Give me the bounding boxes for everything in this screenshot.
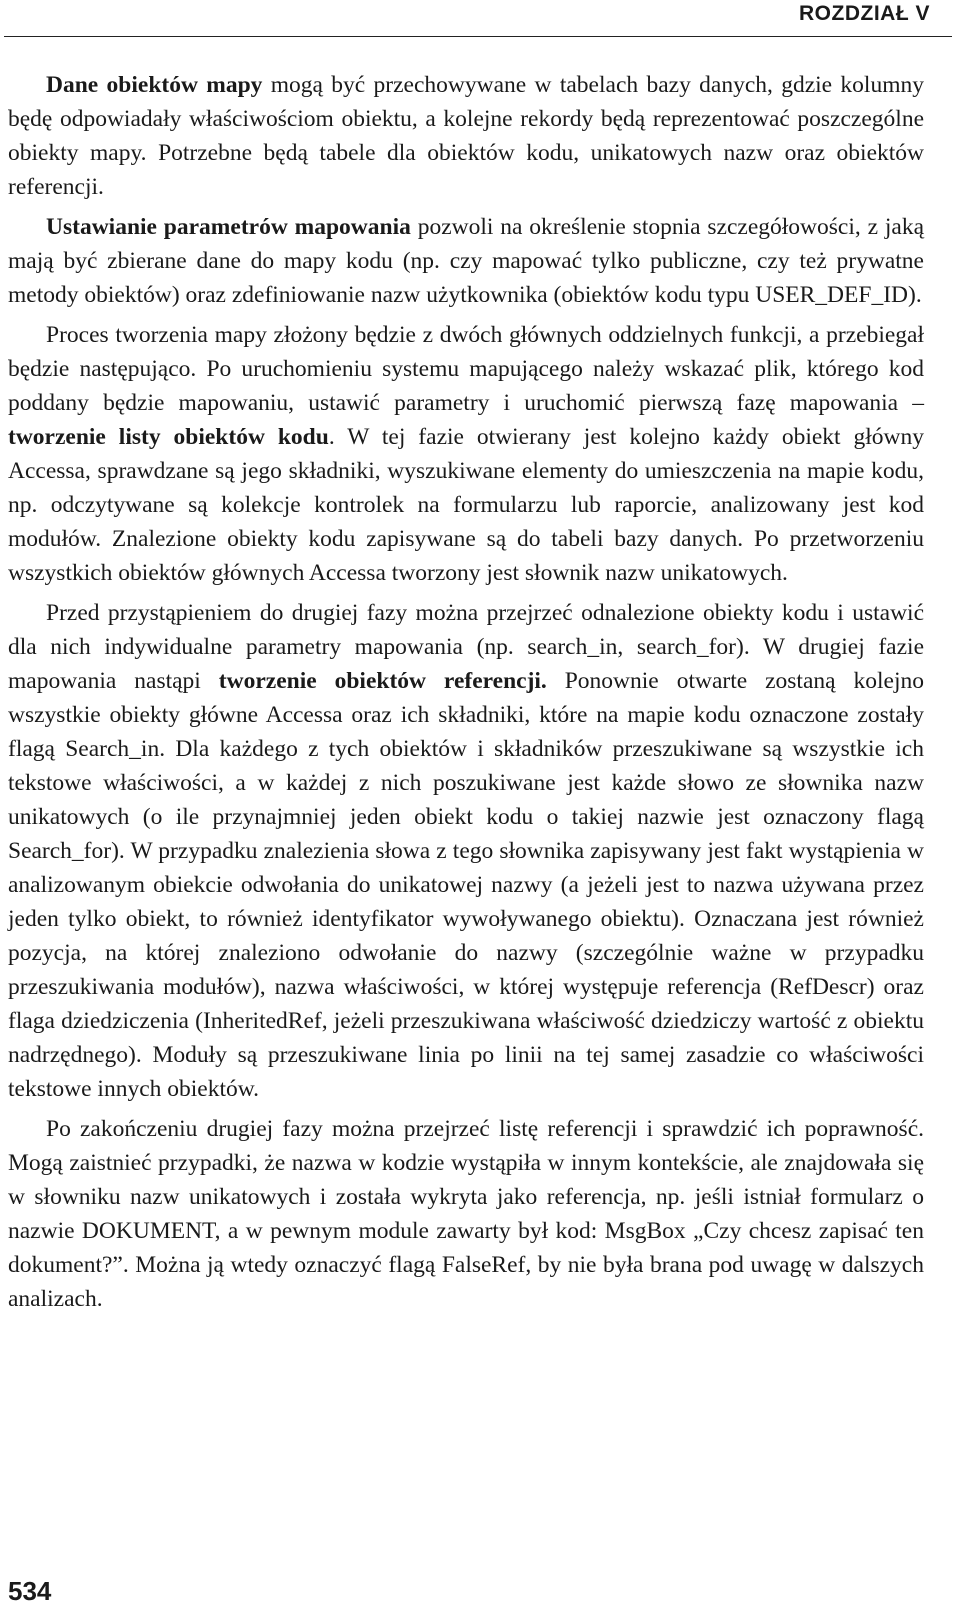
bold-term: tworzenie listy obiektów kodu <box>8 424 329 450</box>
body-text <box>8 68 924 1322</box>
page-number: 534 <box>8 1576 52 1606</box>
chapter-title: ROZDZIAŁ V <box>799 2 930 25</box>
paragraph <box>8 318 924 590</box>
bold-term: Ustawianie parametrów mapowania <box>46 214 411 240</box>
paragraph <box>8 68 924 204</box>
paragraph <box>8 210 924 312</box>
header-rule <box>4 36 952 37</box>
paragraph-text: mogą być przechowywane w tabelach bazy danych, gdzie kolumny będę odpowiadały właściwościom obiektu, a kolejne rekordy będą reprezentować poszczególne obiekty mapy. Potrzebne będą tabele dla obiektów kodu, unikatowych nazw oraz obiektów referencji. <box>8 72 924 200</box>
paragraph-text: Ponownie otwarte zostaną kolejno wszystkie obiekty główne Accessa oraz ich składniki, które na mapie kodu oznaczone zostały flagą Search_in. Dla każdego z tych obiektów i składników przeszukiwane są wszystkie ich tekstowe właściwości, a w każdej z nich poszukiwane jest każde słowo ze słownika nazw unikatowych (o ile przynajmniej jeden obiekt kodu o takiej nazwie jest oznaczony flagą Search_for). W przypadku znalezienia słowa z tego słownika zapisywany jest fakt wystąpienia w analizowanym obiekcie odwołania do unikatowej nazwy (a jeżeli jest to nazwa używana przez jeden tylko obiekt, to również identyfikator wywoływanego obiektu). Oznaczana jest również pozycja, na której znaleziono odwołanie do nazwy (szczególnie ważne w przypadku przeszukiwania modułów), nazwa właściwości, w której występuje referencja (RefDescr) oraz flaga dziedziczenia (InheritedRef, jeżeli przeszukiwana właściwość dziedziczy wartość z obiektu nadrzędnego). Moduły są przeszukiwane linia po linii na tej samej zasadzie co właściwości tekstowe innych obiektów. <box>8 668 924 1102</box>
paragraph-text: Proces tworzenia mapy złożony będzie z dwóch głównych oddzielnych funkcji, a przebiegał będzie następująco. Po uruchomieniu systemu mapującego należy wskazać plik, którego kod poddany będzie mapowaniu, ustawić parametry i uruchomić pierwszą fazę mapowania – <box>8 322 924 416</box>
paragraph <box>8 1112 924 1316</box>
paragraph-text: . W tej fazie otwierany jest kolejno każdy obiekt główny Accessa, sprawdzane są jego składniki, wyszukiwane elementy do umieszczenia na mapie kodu, np. odczytywane są kolekcje kontrolek na formularzu lub raporcie, analizowany jest kod modułów. Znalezione obiekty kodu zapisywane są do tabeli bazy danych. Po przetworzeniu wszystkich obiektów głównych Accessa tworzony jest słownik nazw unikatowych. <box>8 424 925 586</box>
bold-term: tworzenie obiektów referencji. <box>218 668 547 694</box>
paragraph-text: Przed przystąpieniem do drugiej fazy można przejrzeć odnalezione obiekty kodu i ustawić dla nich indywidualne parametry mapowania (np. search_in, search_for). W drugiej fazie mapowania nastąpi <box>8 600 924 694</box>
bold-term: Dane obiektów mapy <box>46 72 263 98</box>
page-header <box>0 0 960 40</box>
paragraph <box>8 596 924 1106</box>
paragraph-text: pozwoli na określenie stopnia szczegółowości, z jaką mają być zbierane dane do mapy kodu (np. czy mapować tylko publiczne, czy też prywatne metody obiektów) oraz zdefiniowanie nazw użytkownika (obiektów kodu typu USER_DEF_ID). <box>8 214 925 308</box>
paragraph-text: Po zakończeniu drugiej fazy można przejrzeć listę referencji i sprawdzić ich poprawność. Mogą zaistnieć przypadki, że nazwa w kodzie wystąpiła w innym kontekście, ale znajdowała się w słowniku nazw unikatowych i została wykryta jako referencja, np. jeśli istniał formularz o nazwie DOKUMENT, a w pewnym module zawarty był kod: MsgBox „Czy chcesz zapisać ten dokument?”. Można ją wtedy oznaczyć flagą FalseRef, by nie była brana pod uwagę w dalszych analizach. <box>8 1116 924 1312</box>
